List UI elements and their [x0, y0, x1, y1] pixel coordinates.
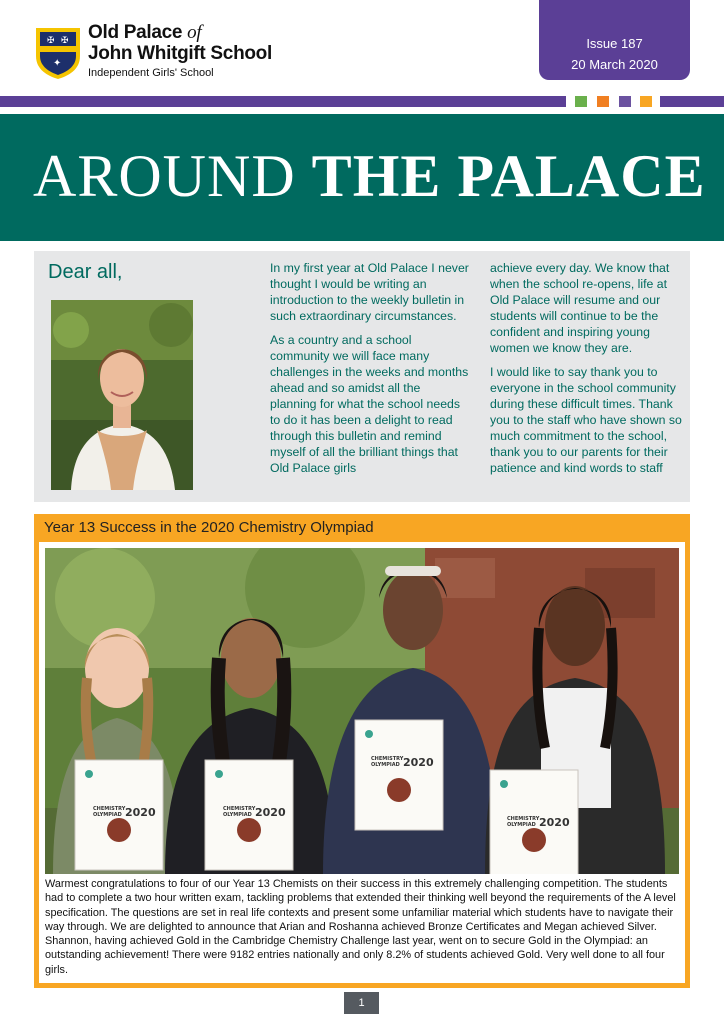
certificate-text: OLYMPIAD: [93, 812, 122, 818]
article-body: [39, 542, 685, 983]
divider-bar-left: [0, 96, 566, 107]
green-square: [575, 96, 587, 107]
certificate-year: 2020: [125, 806, 156, 819]
school-name: [88, 22, 272, 79]
letter-column-1: [270, 260, 470, 476]
svg-text:✠: ✠: [61, 36, 69, 46]
orange-square: [597, 96, 609, 107]
letter-paragraph: In my first year at Old Palace I never thought I would be writing an introduction to the weekly bulletin in such extraordinary circumstances.: [270, 261, 469, 323]
certificate-year: 2020: [539, 816, 570, 829]
school-name-line1: Old Palace of: [88, 22, 202, 43]
certificate-text: CHEMISTRY: [507, 816, 540, 822]
issue-badge: [539, 0, 690, 80]
olympiad-article: [34, 514, 690, 988]
certificate-year: 2020: [403, 756, 434, 769]
certificate-text: OLYMPIAD: [223, 812, 252, 818]
certificate-text: OLYMPIAD: [507, 822, 536, 828]
headteacher-photo: [51, 300, 193, 490]
page-number: 1: [344, 992, 379, 1014]
masthead: [0, 114, 724, 241]
yellow-square: [640, 96, 652, 107]
school-crest-icon: [34, 26, 82, 80]
certificate-text: CHEMISTRY: [223, 806, 256, 812]
svg-text:✠: ✠: [47, 36, 55, 46]
header: [0, 0, 724, 96]
letter-greeting: Dear all,: [48, 261, 123, 283]
letter-paragraph: achieve every day. We know that when the school re-opens, life at Old Palace will resume and our students will continue to be the confident and inspiring young women we know they are.: [490, 261, 670, 355]
svg-text:✦: ✦: [53, 58, 62, 69]
certificate-text: CHEMISTRY: [93, 806, 126, 812]
school-subtitle: Independent Girls' School: [88, 67, 214, 79]
article-title: Year 13 Success in the 2020 Chemistry Olympiad: [44, 519, 374, 536]
article-caption: Warmest congratulations to four of our Year 13 Chemists on their success in this extremely challenging competition. The students had to complete a two hour written exam, tackling problems that extended their thinking well beyond the requirements of the A level specification. The questions are set in real life contexts and present some unfamiliar material which students have to navigate their way through. We are delighted to announce that Arian and Roshanna achieved Bronze Certificates and Megan achieved Silver. Shannon, having achieved Gold in the Cambridge Chemistry Challenge last year, went on to secure Gold in the Olympiad: an outstanding achievement! There were 9182 entries nationally and only 8.2% of students achieved Gold. Very well done to all four girls.: [45, 878, 676, 976]
certificate-year: 2020: [255, 806, 286, 819]
masthead-title: AROUND THE PALACE: [33, 143, 706, 209]
issue-date: 20 March 2020: [571, 57, 658, 72]
students-photo: [45, 548, 679, 874]
certificate-text: OLYMPIAD: [371, 762, 400, 768]
intro-letter: [34, 251, 690, 502]
letter-column-2: [490, 260, 686, 476]
letter-paragraph: I would like to say thank you to everyone in the school community during these difficult times. Thank you to the staff who have shown so much commitment to the school, thank you to our parents for their patience and kind words to staff: [490, 365, 682, 475]
issue-number: Issue 187: [586, 36, 643, 51]
certificate-text: CHEMISTRY: [371, 756, 404, 762]
school-name-line2: John Whitgift School: [88, 43, 272, 64]
purple-square: [619, 96, 631, 107]
letter-paragraph: As a country and a school community we will face many challenges in the weeks and months ahead and so amidst all the planning for what the school needs to do it has been a delight to read through this bulletin and remind myself of all the brilliant things that Old Palace girls: [270, 333, 469, 475]
divider-bar-right: [660, 96, 724, 107]
